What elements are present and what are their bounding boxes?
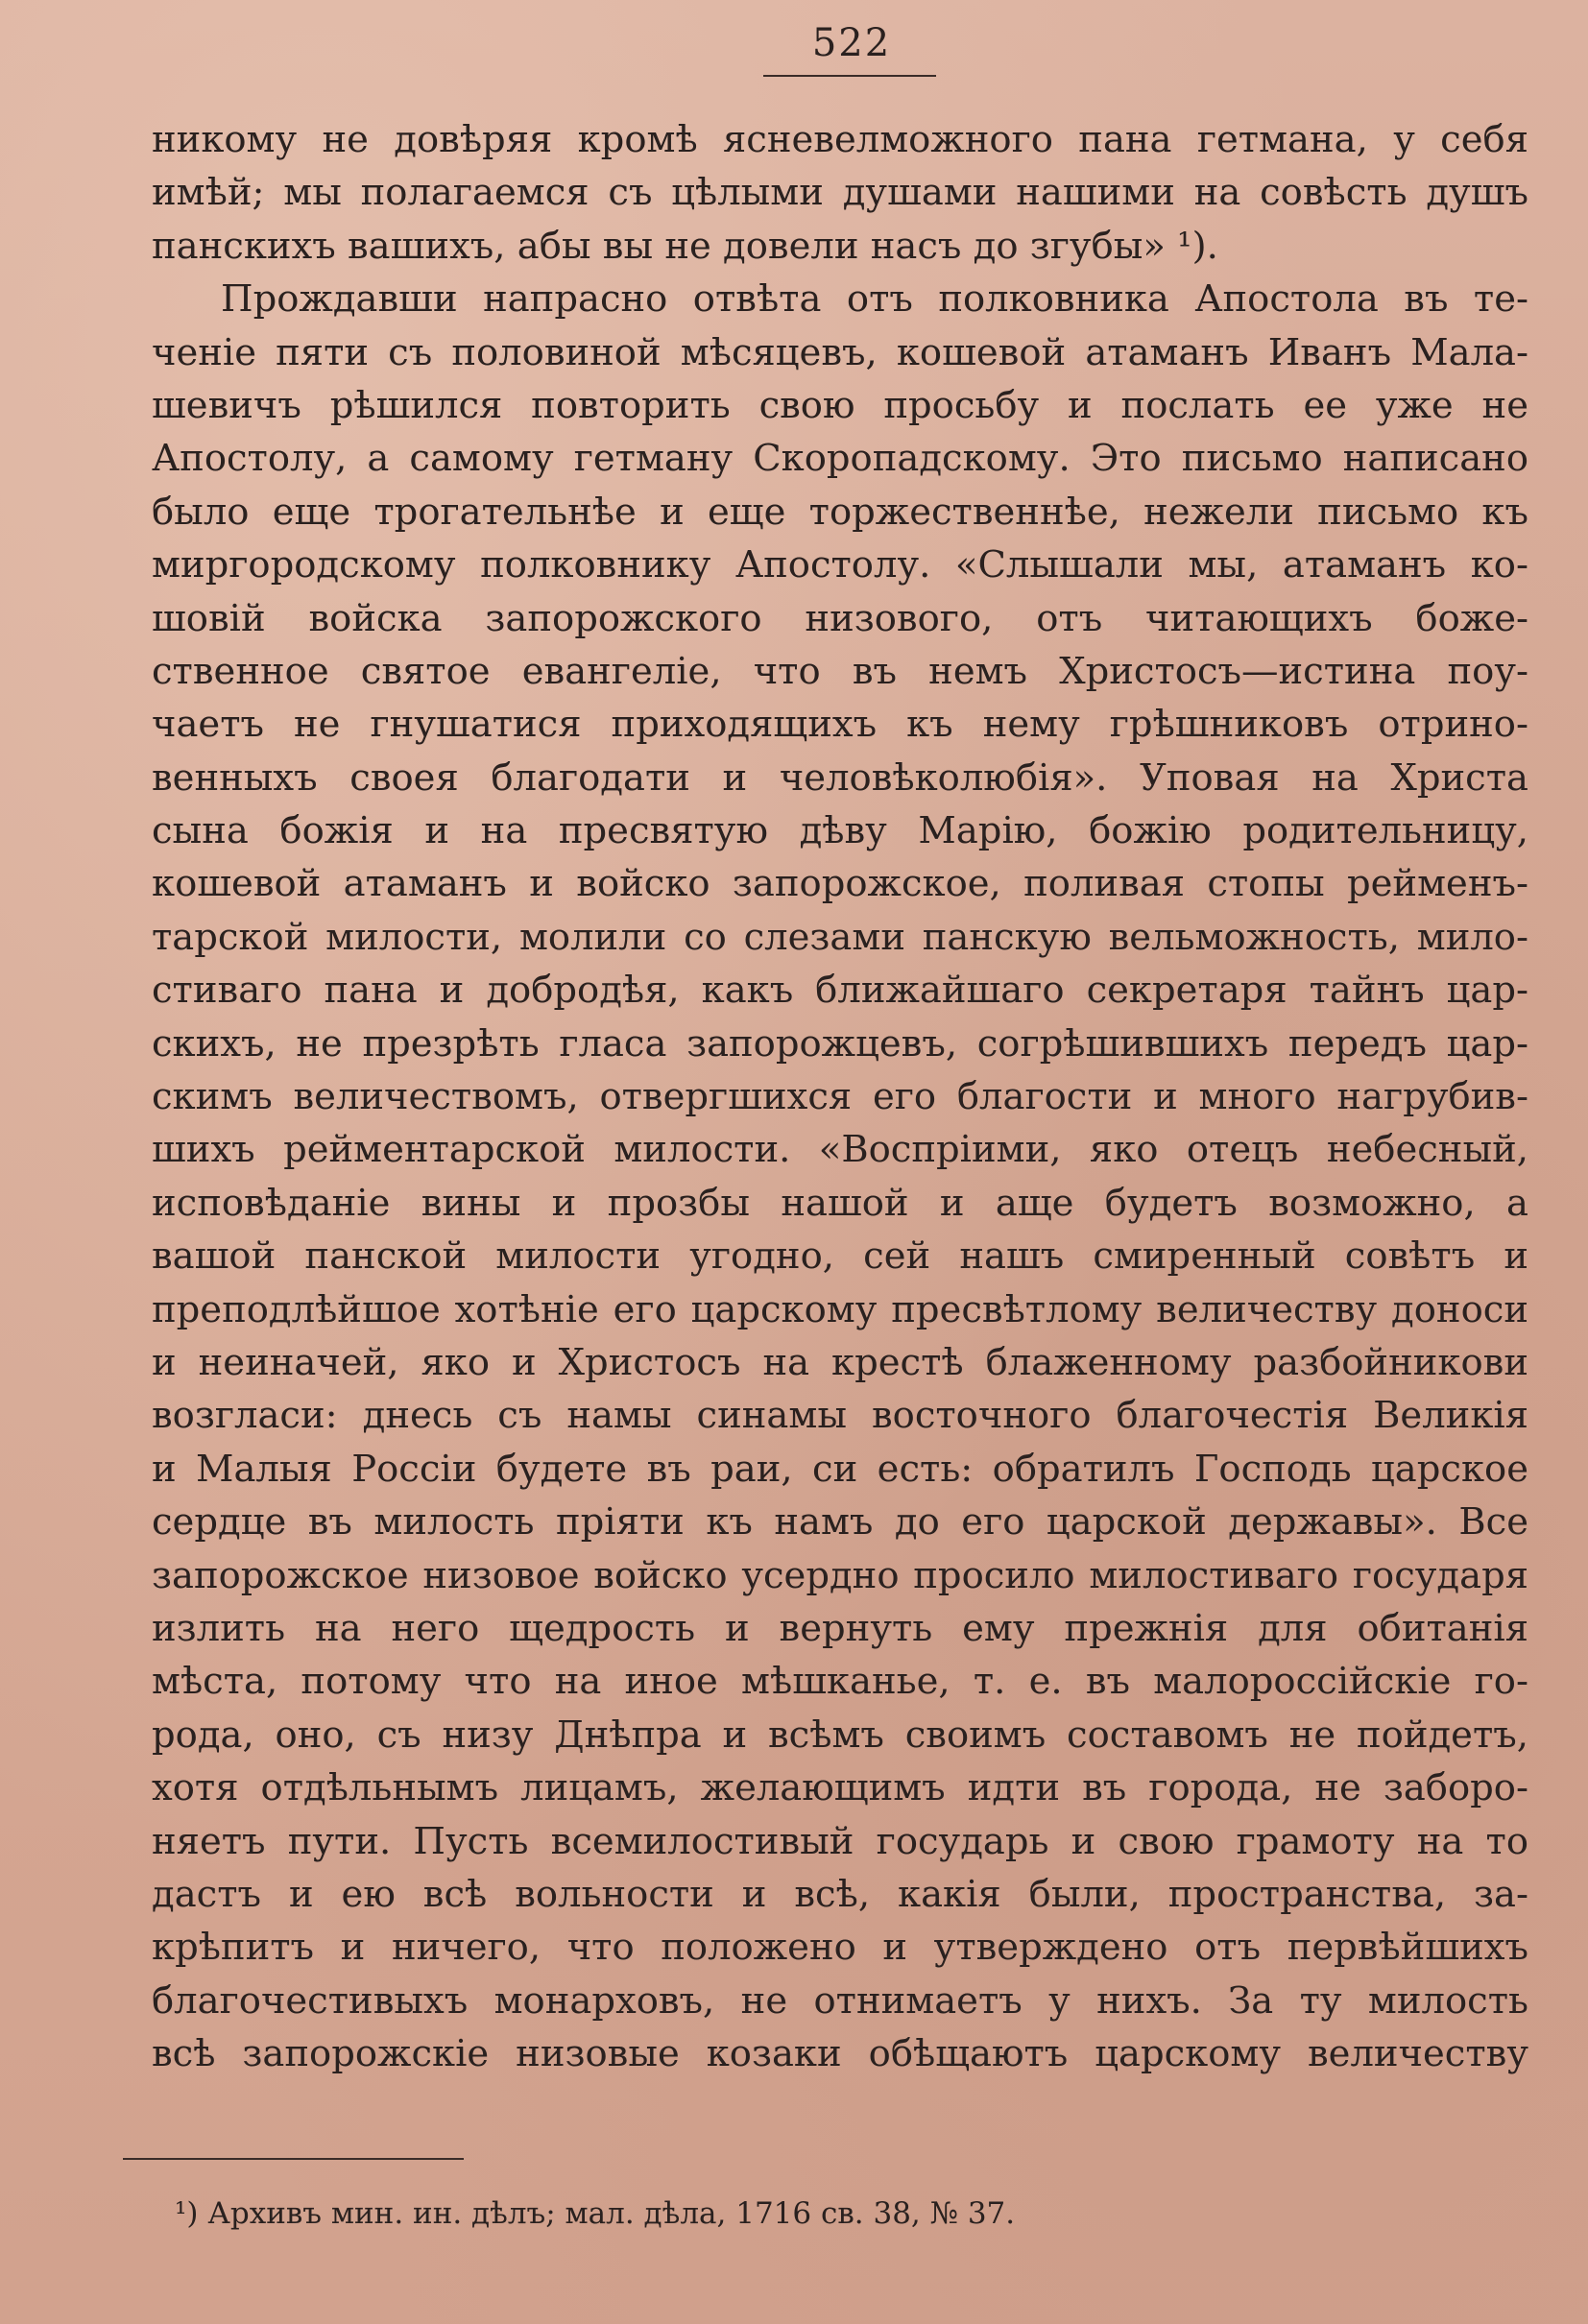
- text-line: скихъ, не презрѣть гласа запорожцевъ, согрѣшившихъ передъ цар-: [152, 1021, 1528, 1066]
- text-line: шевичъ рѣшился повторить свою просьбу и послать ее уже не: [152, 383, 1528, 427]
- text-line: скимъ величествомъ, отвергшихся его благости и много нагрубив-: [152, 1075, 1528, 1119]
- text-line: панскихъ вашихъ, абы вы не довели насъ до згубы» ¹).: [152, 224, 1218, 268]
- text-line: хотя отдѣльнымъ лицамъ, желающимъ идти въ города, не заборо-: [152, 1766, 1528, 1810]
- text-line: возгласи: днесь съ намы синамы восточного благочестія Великія: [152, 1394, 1528, 1438]
- text-line: венныхъ своея благодати и человѣколюбія». Уповая на Христа: [152, 755, 1528, 800]
- text-line: стиваго пана и добродѣя, какъ ближайшаго секретаря тайнъ цар-: [152, 969, 1528, 1013]
- footnote-marker: ¹): [175, 2196, 199, 2231]
- text-line: излить на него щедрость и вернуть ему прежнія для обитанія: [152, 1606, 1528, 1650]
- text-line: няетъ пути. Пусть всемилостивый государь и свою грамоту на то: [152, 1819, 1528, 1863]
- text-line: Апостолу, а самому гетману Скоропадскому. Это письмо написано: [152, 437, 1528, 481]
- page-number: 522: [811, 21, 892, 65]
- text-line: крѣпитъ и ничего, что положено и утверждено отъ первѣйшихъ: [152, 1926, 1528, 1970]
- text-line: сердце въ милость пріяти къ намъ до его царской державы». Все: [152, 1500, 1528, 1545]
- text-line: шихъ рейментарской милости. «Воспріими, яко отецъ небесный,: [152, 1128, 1528, 1172]
- text-line: ченіе пяти съ половиной мѣсяцевъ, кошевой атаманъ Иванъ Мала-: [152, 330, 1528, 374]
- text-line: чаетъ не гнушатися приходящихъ къ нему грѣшниковъ отрино-: [152, 703, 1528, 747]
- text-line: вашой панской милости угодно, сей нашъ смиренный совѣтъ и: [152, 1234, 1528, 1279]
- text-line: было еще трогательнѣе и еще торжественнѣе, нежели письмо къ: [152, 490, 1528, 534]
- text-line: миргородскому полковнику Апостолу. «Слышали мы, атаманъ ко-: [152, 543, 1528, 587]
- text-line: и Малыя Россіи будете въ раи, си есть: обратилъ Господь царское: [152, 1447, 1528, 1491]
- text-line: всѣ запорожскіе низовые козаки обѣщаютъ царскому величеству: [152, 2032, 1528, 2076]
- text-line: Прождавши напрасно отвѣта отъ полковника Апостола въ те-: [221, 277, 1528, 322]
- text-line: тарской милости, молили со слезами панскую вельможность, мило-: [152, 915, 1528, 959]
- text-line: мѣста, потому что на иное мѣшканье, т. е. въ малороссійскіе го-: [152, 1660, 1528, 1704]
- text-line: исповѣданіе вины и прозбы нашой и аще будетъ возможно, а: [152, 1181, 1528, 1225]
- footnote-text: Архивъ мин. ин. дѣлъ; мал. дѣла, 1716 св. 38, № 37.: [207, 2196, 1016, 2231]
- text-line: имѣй; мы полагаемся съ цѣлыми душами нашими на совѣсть душъ: [152, 171, 1528, 215]
- text-line: благочестивыхъ монарховъ, не отнимаетъ у нихъ. За ту милость: [152, 1978, 1528, 2023]
- page-number-rule: [763, 75, 936, 77]
- text-line: кошевой атаманъ и войско запорожское, поливая стопы рейменъ-: [152, 862, 1528, 906]
- text-line: рода, оно, съ низу Днѣпра и всѣмъ своимъ составомъ не пойдетъ,: [152, 1713, 1528, 1757]
- text-line: дастъ и ею всѣ вольности и всѣ, какія были, пространства, за-: [152, 1872, 1528, 1916]
- text-line: запорожское низовое войско усердно просило милостиваго государя: [152, 1553, 1528, 1597]
- text-line: ственное святое евангеліе, что въ немъ Христосъ—истина поу-: [152, 649, 1528, 693]
- text-line: преподлѣйшое хотѣніе его царскому пресвѣтлому величеству доноси: [152, 1287, 1528, 1331]
- text-line: шовій войска запорожского низового, отъ читающихъ боже-: [152, 596, 1528, 640]
- body-text: [152, 113, 1528, 2080]
- footnote-rule: [123, 2158, 464, 2160]
- footnote: [175, 2196, 1015, 2231]
- text-line: никому не довѣряя кромѣ ясневелможного пана гетмана, у себя: [152, 118, 1528, 161]
- text-line: и неиначей, яко и Христосъ на крестѣ блаженному разбойникови: [152, 1340, 1528, 1384]
- text-line: сына божія и на пресвятую дѣву Марію, божію родительницу,: [152, 809, 1528, 853]
